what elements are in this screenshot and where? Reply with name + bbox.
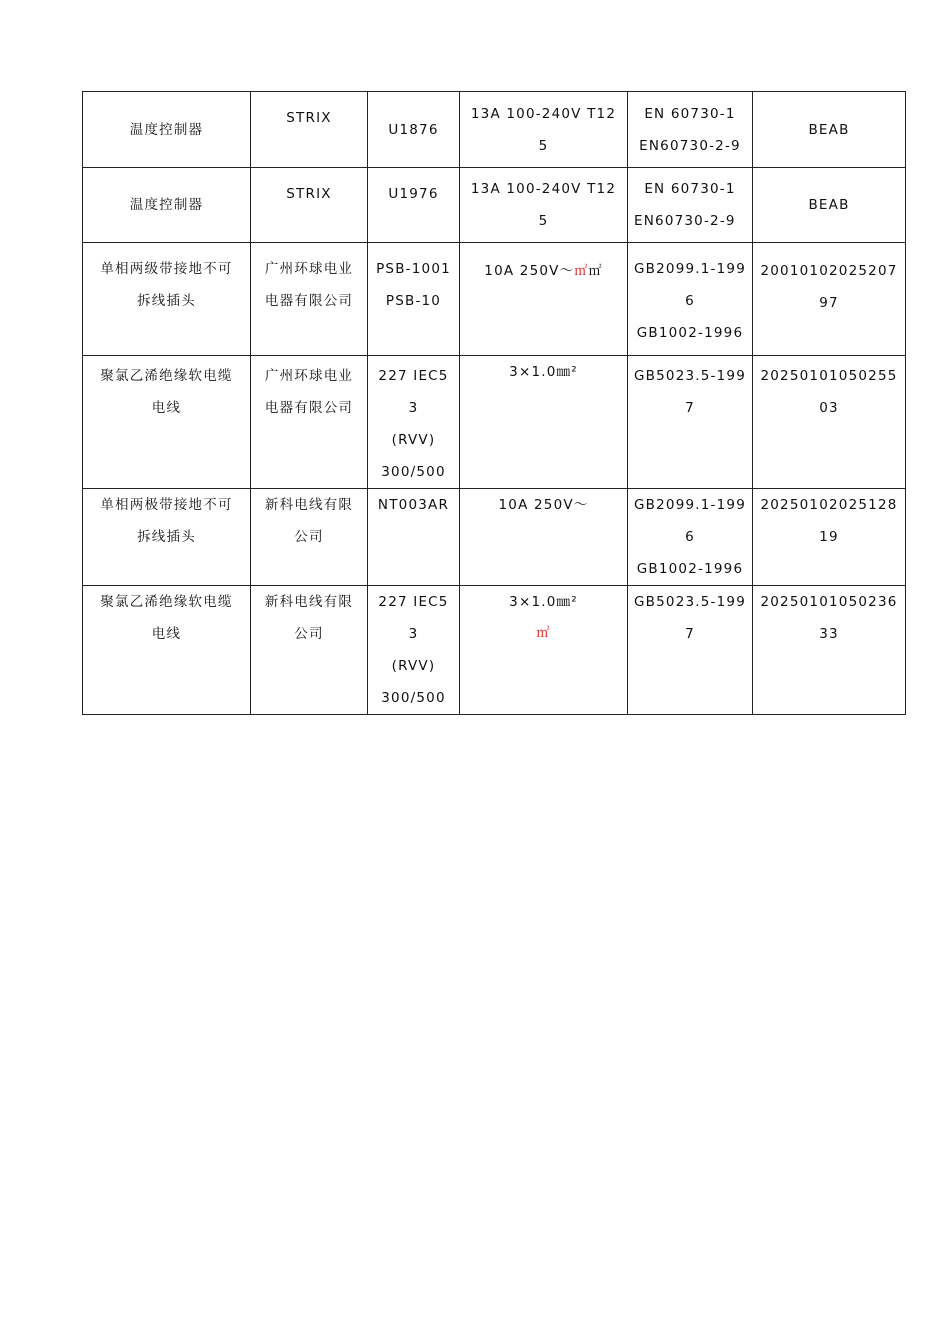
spec-unit: ㎡ [588,264,603,279]
table-row [83,489,906,586]
manufacturer: STRIX [286,186,332,202]
model: U1976 [388,186,439,202]
manufacturer-cell [251,586,368,715]
spec: 13A 100-240V T125 [470,105,617,154]
manufacturer-cell [251,92,368,168]
component-name: 单相两级带接地不可 [100,261,233,277]
spec-cell [460,489,628,586]
spec: 13A 100-240V T125 [470,181,617,229]
standard: GB1002-1996 [636,561,744,577]
standard-cell [628,356,753,489]
standard: GB5023.5-1997 [634,368,746,416]
component-name-cell [83,168,251,243]
manufacturer: 广州环球电业 [264,261,354,277]
manufacturer-cell [251,168,368,243]
certificate-cell [753,168,906,243]
spec-cell [460,586,628,715]
model: 227 IEC53 [378,594,449,642]
spec-cell [460,243,628,356]
standard: GB1002-1996 [636,325,744,341]
spec-cell [460,168,628,243]
standard: GB5023.5-1997 [634,594,746,642]
certificate-number: 2025010105025503 [760,368,898,416]
spec: 3×1.0㎜² [509,594,578,610]
standard: EN60730-2-9 [634,213,736,229]
standard: EN60730-2-9 [639,137,741,154]
spec-unit-highlight: ㎡ [536,626,551,641]
model: PSB-10 [385,293,442,309]
model-cell [368,243,460,356]
model: PSB-1001 [376,261,451,277]
model-cell [368,586,460,715]
model-cell [368,489,460,586]
manufacturer: 公司 [294,626,324,642]
standard-cell [628,586,753,715]
model: 300/500 [381,464,446,480]
component-name-cell [83,356,251,489]
component-name-cell [83,92,251,168]
component-name: 温度控制器 [129,197,204,213]
component-name: 拆线插头 [137,529,196,545]
certificate-cell [753,489,906,586]
model-cell [368,92,460,168]
spec-cell [460,92,628,168]
standard-cell [628,168,753,243]
certificate-cell [753,356,906,489]
model: U1876 [388,121,439,138]
component-name: 拆线插头 [137,293,196,309]
standard-cell [628,92,753,168]
model: (RVV) [391,658,436,674]
certificate-cell [753,586,906,715]
spec: 3×1.0㎜² [509,364,578,380]
spec-text: 10A 250V～ [484,263,575,279]
spec: 10A 250V～ [498,497,589,513]
component-name-cell [83,243,251,356]
component-name: 电线 [151,400,182,416]
standard: GB2099.1-1996 [634,497,746,545]
table-row [83,92,906,168]
component-name-cell [83,489,251,586]
model-cell [368,356,460,489]
manufacturer: 广州环球电业 [264,368,354,384]
table-row [83,168,906,243]
standard: EN 60730-1 [644,181,736,197]
component-name: 单相两极带接地不可 [100,497,233,513]
manufacturer: 新科电线有限 [264,497,354,513]
manufacturer-cell [251,243,368,356]
component-name: 聚氯乙浠绝缘软电缆 [100,368,233,384]
manufacturer: 电器有限公司 [264,293,354,309]
certificate-number: BEAB [808,121,850,138]
spec [466,255,621,288]
standard: GB2099.1-1996 [634,261,746,309]
spec-unit-highlight: ㎡ [574,264,589,279]
manufacturer-cell [251,356,368,489]
model: (RVV) [391,432,436,448]
standard-cell [628,489,753,586]
table-row [83,586,906,715]
manufacturer: 电器有限公司 [264,400,354,416]
model: 300/500 [381,690,446,706]
standard: EN 60730-1 [644,105,736,122]
model: NT003AR [377,497,450,513]
spec-cell [460,356,628,489]
model: 227 IEC53 [378,368,449,416]
table-row [83,356,906,489]
manufacturer-cell [251,489,368,586]
standard-cell [628,243,753,356]
certificate-number: BEAB [808,197,850,213]
manufacturer: 新科电线有限 [264,594,354,610]
component-name-cell [83,586,251,715]
model-cell [368,168,460,243]
manufacturer: 公司 [294,529,324,545]
certificate-cell [753,243,906,356]
certificate-cell [753,92,906,168]
table-row [83,243,906,356]
components-table [82,91,906,715]
manufacturer: STRIX [286,110,332,126]
component-name: 电线 [151,626,182,642]
certificate-number: 2025010202512819 [760,497,898,545]
component-name: 聚氯乙浠绝缘软电缆 [100,594,233,610]
component-name: 温度控制器 [129,121,204,138]
certificate-number: 2001010202520797 [760,263,898,311]
certificate-number: 2025010105023633 [760,594,898,642]
